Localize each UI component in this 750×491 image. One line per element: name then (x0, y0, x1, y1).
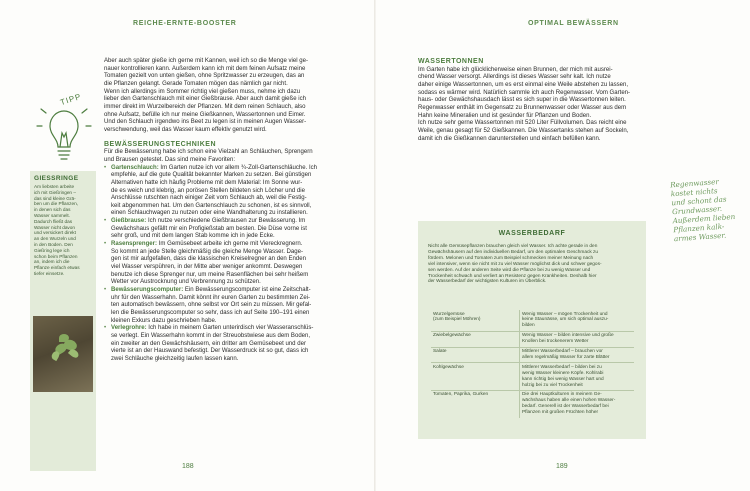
crop-cell: Kohlgewächse (431, 363, 520, 391)
techniques-list (104, 165, 366, 364)
running-head-left: REICHE-ERNTE-BOOSTER (133, 20, 237, 27)
table-row (431, 310, 634, 331)
tip-title: GIESSRINGE (34, 175, 79, 182)
light-bulb-icon (36, 99, 92, 167)
tip-label: TIPP (59, 91, 83, 108)
water-demand-box (418, 221, 646, 439)
tanks-paragraph: Im Garten habe ich glücklicherweise einen Brunnen, der mich mit ausrei- chend Wasser versorgt. Allerdings ist dieses Wasser sehr kalt. Ich nutze daher einige Wassertonnen, um es erst einmal eine Weile abstehen zu lassen, sodass es wärmer wird. Natürlich sammle ich auch Regenwasser. Vom Garten- haus- oder Gewächshausdach lässt es sich super in die Wassertonnen leiten. Regenwasser enthält im Gegensatz zu Brunnenwasser oder Wasser aus dem Hahn keine Mineralien und ist gesünder für Pflanzen und Boden. Ich nutze sehr gerne Wassertonnen mit 520 Liter Füllvolumen. Das reicht eine Weile, genau gesagt für 52 Gießkannen. Die Wassertanks stehen auf Sockeln, damit ich die Gießkannen darunterstellen und einfach befüllen kann. (418, 66, 631, 142)
right-page-body (418, 58, 652, 143)
page-number-left: 188 (182, 463, 194, 470)
crop-cell: Wurzelgemüse (zum Beispiel Möhren) (431, 310, 520, 331)
info-box-intro: Nicht alle Gemüsepflanzen brauchen gleich viel Wasser. Ich achte gerade in den Gewächshäusern auf den individuellen Bedarf, um den optimalen Geschmack zu fördern. Melonen und Tomaten zum Beispiel schmecken meiner Meinung nach viel intensiver, wenn sie nicht mit zu viel Wasser möglichst dick und schwer gegos- sen werden. Auf der anderen Seite wird die Pflanze bei zu wenig Wasser und Trockenheit schwach und verliert an Resistenz gegen Krankheiten. Deshalb hier der Wasserbedarf der wichtigsten Kulturen im Überblick. (428, 244, 602, 285)
list-item-title: Verlegrohre: (111, 325, 147, 332)
table-row (431, 363, 634, 391)
list-item-text: Ich habe in meinem Garten unterirdisch vier Wasseranschlüs- se verlegt. Ein Wasserhahn kommt in der Streuobstwiese aus dem Boden, ein zweiter an den Gewächshäusern, ein dritter am Gemüsebeet und der vierte ist an der Hauswand befestigt. Der Wasserdruck ist so gut, dass ich zwei Schläuche gleichzeitig laufen lassen kann. (111, 325, 314, 362)
need-cell: Wenig Wasser – bilden intensive und große Knollen bei trockenerem Wetter (520, 331, 635, 347)
list-item-text: Im Gemüsebeet arbeite ich gerne mit Viereckregnern. So kommt an jede Stelle gleichmäßig die gleiche Menge Wasser. Dage- gen ist mir aufgefallen, dass die klassischen Kreiselregner an den Enden viel Wasser verspühren, in der Mitte aber weniger ankommt. Deswegen benutze ich diese Sprenger nur, um meine Rasenflächen bei sehr heißem Wetter vor Austrocknung und Verbrennung zu schützen. (111, 241, 309, 286)
list-item-text: Ein Bewässerungscomputer ist eine Zeitschalt- uhr für den Wasserhahn. Damit könnt ihr euren Garten zu bestimmten Zei- ten automatisch bewässern, ohne selbst vor Ort sein zu müssen. Mir gefal- len die Bewässerungscomputer so sehr, dass ich auf Seite 190–191 einen kleinen Exkurs dazu geschrieben habe. (111, 287, 312, 324)
page-number-right: 189 (556, 463, 568, 470)
list-item (104, 218, 366, 241)
list-item-title: Rasensprenger: (111, 241, 158, 248)
crop-cell: Salate (431, 347, 520, 363)
left-page-body (104, 58, 366, 364)
info-box-title: WASSERBEDARF (498, 230, 566, 237)
table-row (431, 347, 634, 363)
water-demand-table (431, 310, 634, 418)
section-heading-techniques: BEWÄSSERUNGSTECHNIKEN (104, 140, 217, 148)
tip-text: Am liebsten arbeite ich mit Gießringen – das sind kleine Grä- ben um die Pflanzen, in denen sich das Wasser sammelt. Dadurch fließt das Wasser nicht davon und versickert direkt an den Wurzeln und in den Boden. Den Gießring lege ich schon beim Pflanzen an, indem ich die Pflanze einfach etwas tiefer einsetze. (34, 184, 80, 276)
crop-cell: Tomaten, Paprika, Gurken (431, 390, 520, 417)
list-item (104, 325, 366, 363)
section-heading-tanks: WASSERTONNEN (418, 58, 484, 65)
list-item (104, 241, 366, 287)
need-cell: Mittlerer Wasserbedarf – brauchen vor allem regelmäßig Wasser für zarte Blätter (520, 347, 635, 363)
list-item-text: Im Garten nutze ich vor allem ¾-Zoll-Gartenschläuche. Ich empfehle, auf die gute Qualität bekannter Marken zu setzen. Bei günstigen Alternativen hatte ich häufig Probleme mit dem Material: Im Sonne wur- de es weich und klebrig, an porösen Stellen bildeten sich Löcher und die Anschlüsse rutschten nach einiger Zeit vom Schlauch ab, weil die Festig- keit abgenommen hat. Um den Gartenschlauch zu schonen, ist es sinnvoll, einen Schlauchwagen zu nutzen oder eine Wandhalterung zu installieren. (111, 164, 318, 217)
handwritten-note: Regenwasser kostet nichts und schont das Grundwasser. Außerdem lieben Pflanzen kalk- armes Wasser. (669, 176, 736, 244)
crop-cell: Zwiebelgewächse (431, 331, 520, 347)
seedling-photo (33, 316, 93, 392)
page-gutter (374, 0, 376, 491)
table-row (431, 331, 634, 347)
list-item (104, 165, 366, 219)
list-item-title: Gießbrause: (111, 218, 147, 225)
list-item-title: Bewässerungscomputer: (111, 287, 184, 294)
running-head-right: OPTIMAL BEWÄSSERN (528, 20, 619, 27)
need-cell: Mittlerer Wasserbedarf – bilden bei zu wenig Wasser kleinere Köpfe. Kohlrabi kann richtig bei wenig Wasser hart und holzig bei zu viel Trockenheit (520, 363, 635, 391)
table-row (431, 390, 634, 417)
need-cell: Wenig Wasser – mögen Trockenheit und keine Staunässe, um sich optimal auszu- bilden (522, 311, 609, 329)
techniques-intro: Für die Bewässerung habe ich schon eine Vielzahl an Schläuchen, Sprengern und Brausen getestet. Das sind meine Favoriten: (104, 149, 313, 163)
list-item-title: Gartenschlauch: (111, 164, 159, 171)
list-item (104, 287, 366, 325)
list-item-text: Ich nutze verschiedene Gießbrausen zur Bewässerung. Im Gewächshaus gefällt mir ein Profigießstab am besten. Die Düse vorne ist sehr groß, und mit dem langen Stab komme ich in jede Ecke. (111, 218, 307, 240)
tip-box (30, 171, 96, 471)
need-cell: Die drei Hauptkulturen in meinem Ge- wächshaus haben alle einen hohen Wasser- bedarf. Generell ist der Wasserbedarf bei Pflanzen mit großen Früchten höher (520, 390, 635, 417)
intro-paragraph: Aber auch später gieße ich gerne mit Kannen, weil ich so die Menge viel ge- nauer kontrollieren kann. Außerdem kann ich mit dem feinen Aufsatz meine Tomaten gezielt von unten gießen, ohne Spritzwasser zu erzeugen, das an die Pflanzen gelangt. Gerade Tomaten mögen das nämlich gar nicht. Wenn ich allerdings im Sommer richtig viel gießen muss, nehme ich dazu lieber den Gartenschlauch mit einer Gießbrause. Aber auch damit gieße ich immer direkt im Wurzelbereich der Pflanzen. Mit dem reinen Schlauch, also ohne Aufsatz, befülle ich nur meine Gießkannen, Wassertonnen und Eimer. Und den Schlauch irgendwo ins Beet zu legen ist in meinen Augen Wasser- verschwendung, weil das Wasser kaum effektiv genutzt wird. (104, 58, 309, 133)
